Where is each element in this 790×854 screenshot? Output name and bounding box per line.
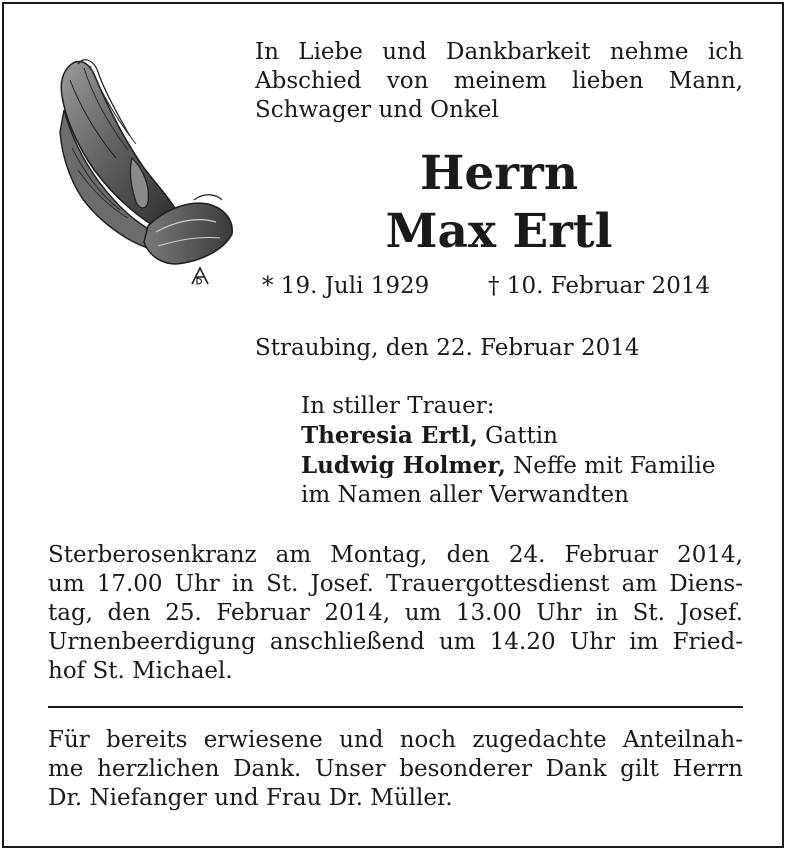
mourner-relation: Gattin	[477, 423, 558, 449]
birth-date: * 19. Juli 1929	[262, 273, 430, 299]
mourner-entry	[301, 451, 751, 481]
funeral-line: um 17.00 Uhr in St. Josef. Trauergottesdienst am Diens-	[48, 571, 743, 597]
intro-text	[255, 38, 743, 125]
mourner-relation: Neffe mit Familie	[505, 453, 716, 479]
place-and-date: Straubing, den 22. Februar 2014	[255, 335, 640, 361]
thanks-line: me herzlichen Dank. Unser besonderer Dank gilt Herrn	[48, 756, 743, 782]
thanks-line: Dr. Niefanger und Frau Dr. Müller.	[48, 785, 453, 811]
life-dates	[262, 272, 732, 301]
mourners-closing: im Namen aller Verwandten	[301, 482, 629, 508]
funeral-line: tag, den 25. Februar 2014, um 13.00 Uhr in St. Josef.	[48, 600, 743, 626]
mourners-heading: In stiller Trauer:	[301, 393, 495, 419]
mourner-name: Ludwig Holmer,	[301, 452, 506, 479]
thanks-line: Für bereits erwiesene und noch zugedachte Anteilnah-	[48, 727, 743, 753]
mourner-name: Theresia Ertl,	[301, 422, 478, 449]
praying-hands-icon	[44, 50, 244, 290]
artist-monogram	[192, 268, 208, 284]
intro-line: In Liebe und Dankbarkeit nehme ich	[255, 39, 743, 65]
deceased-name: Max Ertl	[385, 204, 613, 259]
intro-line: Schwager und Onkel	[255, 97, 499, 123]
divider	[48, 706, 743, 708]
funeral-line: Urnenbeerdigung anschließend um 14.20 Uhr im Fried-	[48, 629, 743, 655]
funeral-line: hof St. Michael.	[48, 658, 233, 684]
thanks-text	[48, 726, 743, 813]
funeral-details	[48, 541, 743, 686]
mourners-block	[301, 392, 751, 510]
deceased-name-block	[255, 145, 743, 261]
mourner-entry	[301, 421, 751, 451]
intro-line: Abschied von meinem lieben Mann,	[255, 68, 743, 94]
death-date: † 10. Februar 2014	[488, 273, 711, 299]
salutation: Herrn	[419, 146, 578, 201]
funeral-line: Sterberosenkranz am Montag, den 24. Februar 2014,	[48, 542, 743, 568]
